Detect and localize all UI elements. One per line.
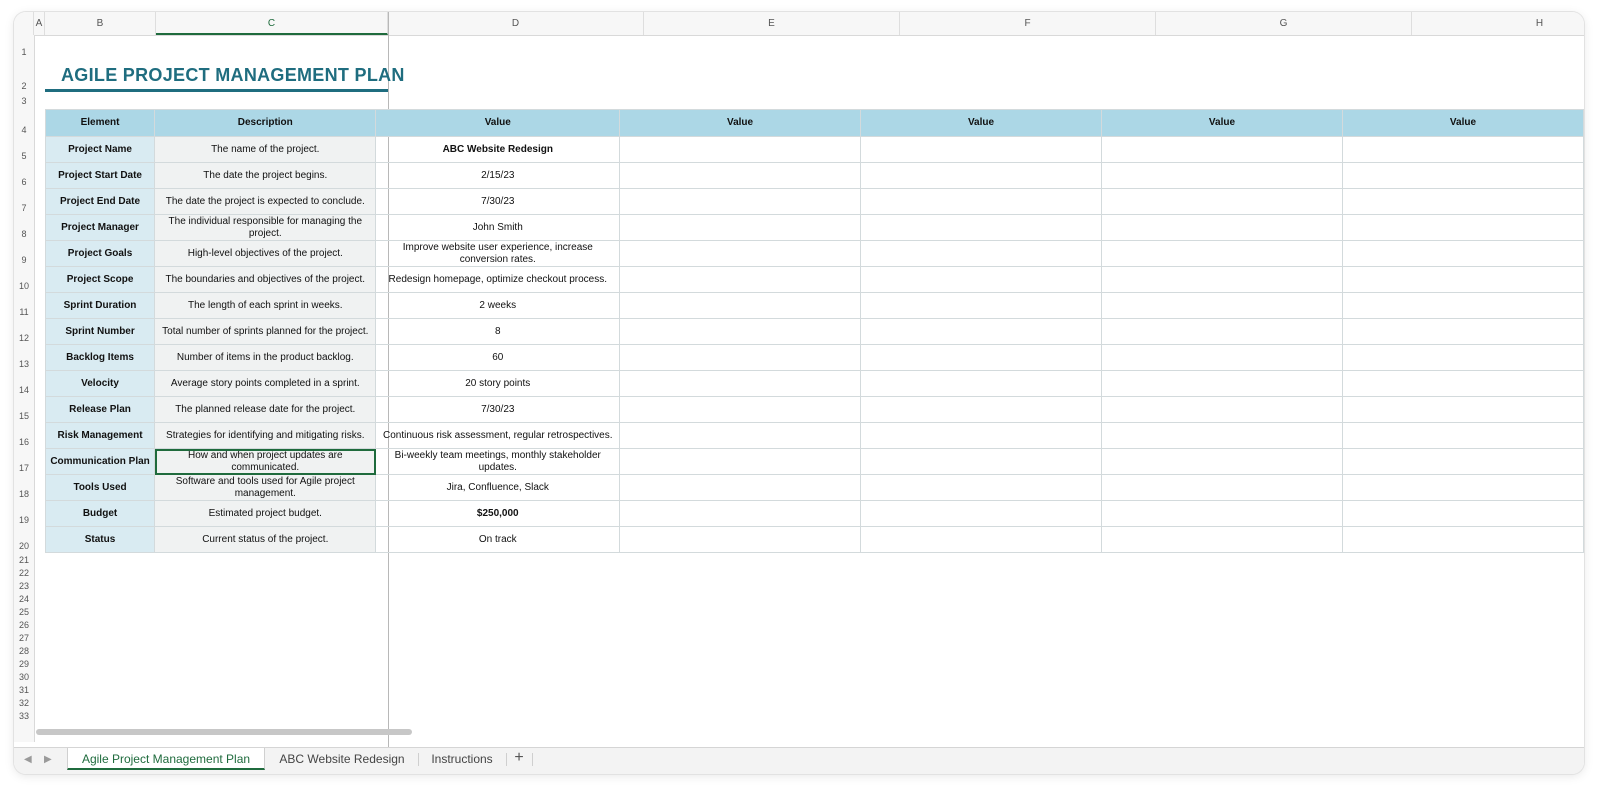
value-cell[interactable]: 2/15/23 [376, 163, 620, 189]
table-row [46, 449, 1584, 475]
description-cell[interactable]: The date the project begins. [155, 163, 376, 189]
prev-sheet-arrow-icon[interactable]: ◀ [24, 754, 32, 765]
header-value[interactable]: Value [376, 110, 620, 137]
horizontal-scrollbar-thumb[interactable] [36, 729, 412, 735]
empty-cell[interactable] [1342, 163, 1583, 189]
tab-separator [532, 753, 533, 766]
row-header[interactable]: 20 [18, 541, 29, 551]
tab-agile-project-management-plan[interactable]: Agile Project Management Plan [67, 748, 265, 770]
element-cell[interactable]: Budget [46, 501, 155, 527]
empty-cell[interactable] [1342, 371, 1583, 397]
empty-cell[interactable] [620, 215, 861, 241]
empty-cell[interactable] [1342, 137, 1583, 163]
empty-cell[interactable] [620, 371, 861, 397]
description-cell[interactable]: Estimated project budget. [155, 501, 376, 527]
description-cell[interactable]: The name of the project. [155, 137, 376, 163]
table-row [46, 345, 1584, 371]
empty-cell[interactable] [620, 319, 861, 345]
empty-cell[interactable] [861, 137, 1102, 163]
value-cell[interactable]: 7/30/23 [376, 189, 620, 215]
empty-cell[interactable] [861, 475, 1102, 501]
active-cell[interactable]: How and when project updates are communicated. [155, 449, 376, 475]
element-cell[interactable]: Risk Management [46, 423, 155, 449]
tab-abc-website-redesign[interactable]: ABC Website Redesign [279, 752, 405, 766]
empty-cell[interactable] [1102, 241, 1343, 267]
value-cell[interactable]: 2 weeks [376, 293, 620, 319]
table-row [46, 267, 1584, 293]
next-sheet-arrow-icon[interactable]: ▶ [44, 754, 52, 765]
row-header[interactable]: 26 [18, 620, 29, 630]
empty-cell[interactable] [861, 189, 1102, 215]
empty-cell[interactable] [861, 423, 1102, 449]
empty-cell[interactable] [620, 449, 861, 475]
row-header[interactable]: 6 [21, 177, 27, 187]
empty-cell[interactable] [1342, 293, 1583, 319]
empty-cell[interactable] [861, 267, 1102, 293]
tab-instructions[interactable]: Instructions [431, 752, 493, 766]
description-cell[interactable]: High-level objectives of the project. [155, 241, 376, 267]
row-header[interactable]: 3 [21, 96, 27, 106]
row-header[interactable]: 14 [18, 385, 29, 395]
empty-cell[interactable] [620, 527, 861, 553]
value-cell[interactable]: 20 story points [376, 371, 620, 397]
header-value[interactable]: Value [861, 110, 1102, 137]
element-cell[interactable]: Project Start Date [46, 163, 155, 189]
table-row [46, 241, 1584, 267]
select-all-corner[interactable] [14, 12, 34, 35]
value-cell[interactable]: $250,000 [376, 501, 620, 527]
table-row [46, 215, 1584, 241]
empty-cell[interactable] [861, 449, 1102, 475]
element-cell[interactable]: Sprint Duration [46, 293, 155, 319]
row-header[interactable]: 1 [21, 47, 27, 57]
empty-cell[interactable] [620, 423, 861, 449]
empty-cell[interactable] [1342, 267, 1583, 293]
empty-cell[interactable] [861, 215, 1102, 241]
empty-cell[interactable] [1102, 397, 1343, 423]
row-header[interactable]: 16 [18, 437, 29, 447]
row-header[interactable]: 32 [18, 698, 29, 708]
table-row [46, 189, 1584, 215]
empty-cell[interactable] [620, 189, 861, 215]
description-cell[interactable]: Current status of the project. [155, 527, 376, 553]
empty-cell[interactable] [620, 267, 861, 293]
horizontal-scrollbar[interactable] [14, 727, 1584, 737]
empty-cell[interactable] [1102, 371, 1343, 397]
empty-cell[interactable] [620, 241, 861, 267]
value-cell[interactable]: Continuous risk assessment, regular retrospectives. [376, 423, 620, 449]
value-cell[interactable]: Bi-weekly team meetings, monthly stakeholder updates. [376, 449, 620, 475]
empty-cell[interactable] [1342, 241, 1583, 267]
column-header-a[interactable]: A [34, 12, 45, 35]
row-header[interactable]: 8 [21, 229, 27, 239]
description-cell[interactable]: Strategies for identifying and mitigating risks. [155, 423, 376, 449]
row-header[interactable]: 10 [18, 281, 29, 291]
project-plan-table [45, 109, 1584, 553]
table-row [46, 527, 1584, 553]
row-header[interactable]: 18 [18, 489, 29, 499]
row-header[interactable]: 28 [18, 646, 29, 656]
row-header[interactable]: 30 [18, 672, 29, 682]
row-header[interactable]: 17 [18, 463, 29, 473]
header-element[interactable]: Element [46, 110, 155, 137]
tab-separator [506, 753, 507, 766]
header-value[interactable]: Value [620, 110, 861, 137]
row-header[interactable]: 7 [21, 203, 27, 213]
column-header-d[interactable]: D [388, 12, 644, 35]
empty-cell[interactable] [1102, 345, 1343, 371]
empty-cell[interactable] [1342, 189, 1583, 215]
add-sheet-button[interactable]: + [514, 749, 524, 766]
header-value[interactable]: Value [1342, 110, 1583, 137]
column-headers [14, 12, 1584, 36]
table-row [46, 371, 1584, 397]
empty-cell[interactable] [1102, 319, 1343, 345]
value-cell[interactable]: On track [376, 527, 620, 553]
table-row [46, 163, 1584, 189]
column-header-c[interactable]: C [156, 12, 388, 35]
column-header-g[interactable]: G [1156, 12, 1412, 35]
element-cell[interactable]: Project Goals [46, 241, 155, 267]
row-header[interactable]: 29 [18, 659, 29, 669]
value-cell[interactable]: 7/30/23 [376, 397, 620, 423]
empty-cell[interactable] [861, 527, 1102, 553]
row-header[interactable]: 31 [18, 685, 29, 695]
empty-cell[interactable] [1102, 267, 1343, 293]
empty-cell[interactable] [1342, 527, 1583, 553]
empty-cell[interactable] [1342, 423, 1583, 449]
empty-cell[interactable] [861, 163, 1102, 189]
table-row [46, 501, 1584, 527]
empty-cell[interactable] [1102, 475, 1343, 501]
value-cell[interactable]: Improve website user experience, increase conversion rates. [376, 241, 620, 267]
row-header[interactable]: 2 [21, 81, 27, 91]
empty-cell[interactable] [620, 397, 861, 423]
element-cell[interactable]: Status [46, 527, 155, 553]
empty-cell[interactable] [1342, 475, 1583, 501]
row-header[interactable]: 15 [18, 411, 29, 421]
empty-cell[interactable] [861, 293, 1102, 319]
row-header[interactable]: 33 [18, 711, 29, 721]
value-cell[interactable]: 60 [376, 345, 620, 371]
empty-cell[interactable] [1102, 501, 1343, 527]
table-row [46, 475, 1584, 501]
row-header[interactable]: 11 [19, 307, 29, 317]
empty-cell[interactable] [1102, 215, 1343, 241]
table-row [46, 137, 1584, 163]
title-underline [45, 89, 388, 92]
description-cell[interactable]: The individual responsible for managing the project. [155, 215, 376, 241]
row-header[interactable]: 4 [21, 125, 27, 135]
empty-cell[interactable] [1342, 501, 1583, 527]
empty-cell[interactable] [1102, 137, 1343, 163]
row-header[interactable]: 23 [18, 581, 29, 591]
spreadsheet-window [14, 12, 1584, 774]
empty-cell[interactable] [861, 345, 1102, 371]
empty-cell[interactable] [1342, 345, 1583, 371]
empty-cell[interactable] [1342, 215, 1583, 241]
value-cell[interactable]: Jira, Confluence, Slack [376, 475, 620, 501]
value-cell[interactable]: ABC Website Redesign [376, 137, 620, 163]
description-cell[interactable]: The boundaries and objectives of the project. [155, 267, 376, 293]
row-header[interactable]: 13 [18, 359, 29, 369]
table-row [46, 397, 1584, 423]
element-cell[interactable]: Project End Date [46, 189, 155, 215]
row-headers [14, 35, 35, 742]
row-header[interactable]: 19 [18, 515, 29, 525]
empty-cell[interactable] [861, 397, 1102, 423]
empty-cell[interactable] [1102, 527, 1343, 553]
value-cell[interactable]: Redesign homepage, optimize checkout process. [376, 267, 620, 293]
description-cell[interactable]: The planned release date for the project. [155, 397, 376, 423]
element-cell[interactable]: Tools Used [46, 475, 155, 501]
header-value[interactable]: Value [1102, 110, 1343, 137]
empty-cell[interactable] [1102, 449, 1343, 475]
row-header[interactable]: 9 [21, 255, 27, 265]
empty-cell[interactable] [620, 163, 861, 189]
empty-cell[interactable] [620, 475, 861, 501]
description-cell[interactable]: Software and tools used for Agile project management. [155, 475, 376, 501]
row-header[interactable]: 24 [18, 594, 29, 604]
empty-cell[interactable] [1102, 189, 1343, 215]
empty-cell[interactable] [1102, 293, 1343, 319]
column-header-f[interactable]: F [900, 12, 1156, 35]
empty-cell[interactable] [1342, 397, 1583, 423]
row-header[interactable]: 12 [18, 333, 29, 343]
empty-cell[interactable] [861, 501, 1102, 527]
empty-cell[interactable] [1102, 163, 1343, 189]
empty-cell[interactable] [620, 501, 861, 527]
empty-cell[interactable] [1102, 423, 1343, 449]
header-description[interactable]: Description [155, 110, 376, 137]
empty-cell[interactable] [861, 319, 1102, 345]
value-cell[interactable]: John Smith [376, 215, 620, 241]
column-header-b[interactable]: B [45, 12, 156, 35]
row-header[interactable]: 21 [18, 555, 29, 565]
row-header[interactable]: 5 [21, 151, 27, 161]
element-cell[interactable]: Project Manager [46, 215, 155, 241]
row-header[interactable]: 22 [18, 568, 29, 578]
table-row [46, 293, 1584, 319]
column-header-e[interactable]: E [644, 12, 900, 35]
description-cell[interactable]: The length of each sprint in weeks. [155, 293, 376, 319]
empty-cell[interactable] [1342, 449, 1583, 475]
element-cell[interactable]: Backlog Items [46, 345, 155, 371]
table-header-row [46, 110, 1584, 137]
element-cell[interactable]: Release Plan [46, 397, 155, 423]
description-cell[interactable]: Total number of sprints planned for the project. [155, 319, 376, 345]
element-cell[interactable]: Communication Plan [46, 449, 155, 475]
empty-cell[interactable] [620, 137, 861, 163]
element-cell[interactable]: Project Name [46, 137, 155, 163]
element-cell[interactable]: Sprint Number [46, 319, 155, 345]
description-cell[interactable]: Average story points completed in a sprint. [155, 371, 376, 397]
empty-cell[interactable] [1342, 319, 1583, 345]
empty-cell[interactable] [620, 345, 861, 371]
table-row [46, 423, 1584, 449]
sheet-tab-bar [14, 747, 1584, 774]
description-cell[interactable]: The date the project is expected to conclude. [155, 189, 376, 215]
element-cell[interactable]: Project Scope [46, 267, 155, 293]
value-cell[interactable]: 8 [376, 319, 620, 345]
page-title: AGILE PROJECT MANAGEMENT PLAN [61, 65, 405, 85]
empty-cell[interactable] [861, 241, 1102, 267]
empty-cell[interactable] [861, 371, 1102, 397]
table-row [46, 319, 1584, 345]
empty-cell[interactable] [620, 293, 861, 319]
description-cell[interactable]: Number of items in the product backlog. [155, 345, 376, 371]
row-header[interactable]: 25 [18, 607, 29, 617]
element-cell[interactable]: Velocity [46, 371, 155, 397]
column-header-h[interactable]: H [1412, 12, 1584, 35]
row-header[interactable]: 27 [18, 633, 29, 643]
